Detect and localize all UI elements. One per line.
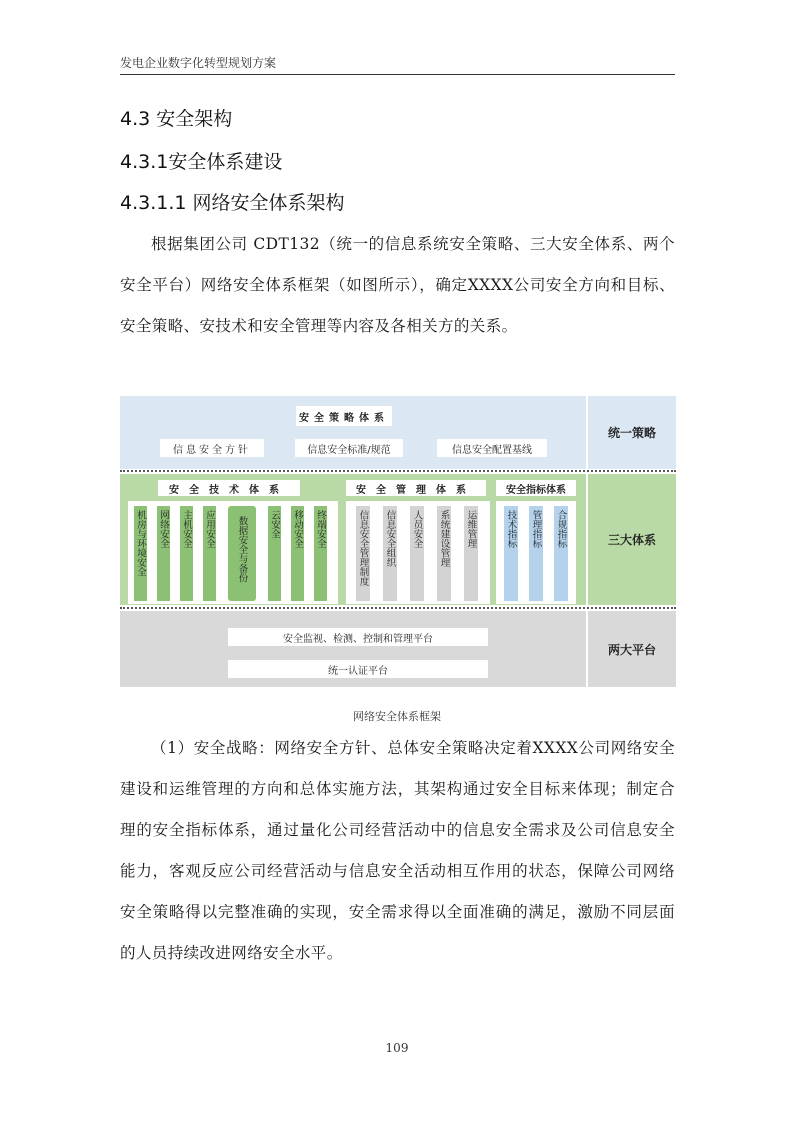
mgmt-item: 人员安全 [410, 506, 424, 601]
figure-caption: 网络安全体系框架 [353, 710, 441, 723]
strategy-item: 信息安全配置基线 [437, 439, 547, 457]
indicator-item: 技术指标 [504, 506, 518, 601]
mgmt-item: 信息安全管理制度 [356, 506, 370, 601]
tech-item: 网络安全 [157, 506, 170, 601]
mgmt-item: 信息安全组织 [383, 506, 397, 601]
mgmt-item: 运维管理 [464, 506, 478, 601]
mgmt-item: 系统建设管理 [437, 506, 451, 601]
security-framework-figure [120, 396, 676, 687]
side-label-three-systems: 三大体系 [588, 474, 676, 605]
tech-item: 机房与环境安全 [134, 506, 147, 601]
section-heading: 4.3 安全架构 [120, 108, 233, 130]
indicator-item: 管理指标 [529, 506, 543, 601]
divider [120, 470, 676, 472]
side-label-two-platforms: 两大平台 [588, 611, 676, 687]
tech-item: 数据安全与备份 [228, 506, 256, 601]
strategy-item: 信息安全方针 [160, 439, 264, 457]
tech-item: 主机安全 [180, 506, 193, 601]
platform-auth: 统一认证平台 [228, 660, 488, 678]
intro-paragraph: 根据集团公司 CDT132（统一的信息系统安全策略、三大安全体系、两个安全平台）网络安全体系框架（如图所示），确定XXXX公司安全方向和目标、安全策略、安技术和安全管理等内容及各相关方的关系。 [120, 235, 675, 335]
divider [120, 607, 676, 609]
subsubsection-heading: 4.3.1.1 网络安全体系架构 [120, 192, 345, 214]
tech-item: 应用安全 [203, 506, 216, 601]
subsection-heading: 4.3.1安全体系建设 [120, 151, 283, 173]
strategy-item: 信息安全标准/规范 [295, 439, 403, 457]
indicator-title: 安全指标体系 [496, 480, 576, 496]
page-header: 发电企业数字化转型规划方案 [120, 54, 675, 75]
tech-item: 云安全 [268, 506, 281, 601]
side-label-unified-strategy: 统一策略 [588, 396, 676, 469]
technical-title: 安全技术体系 [158, 480, 300, 496]
strategy-title: 安全策略体系 [296, 406, 392, 426]
platform-monitoring: 安全监视、检测、控制和管理平台 [228, 628, 488, 646]
management-title: 安全管理体系 [346, 480, 486, 496]
strategy-paragraph: （1）安全战略：网络安全方针、总体安全策略决定着XXXX公司网络安全建设和运维管理的方向和总体实施方法，其架构通过安全目标来体现；制定合理的安全指标体系，通过量化公司经营活动中的信息安全需求及公司信息安全能力，客观反应公司经营活动与信息安全活动相互作用的状态，保障公司网络安全策略得以完整准确的实现，安全需求得以全面准确的满足，激励不同层面的人员持续改进网络安全水平。 [120, 739, 675, 962]
tech-item: 移动安全 [291, 506, 304, 601]
tech-item: 终端安全 [314, 506, 327, 601]
indicator-item: 合规指标 [554, 506, 568, 601]
page-number: 109 [385, 1041, 409, 1055]
